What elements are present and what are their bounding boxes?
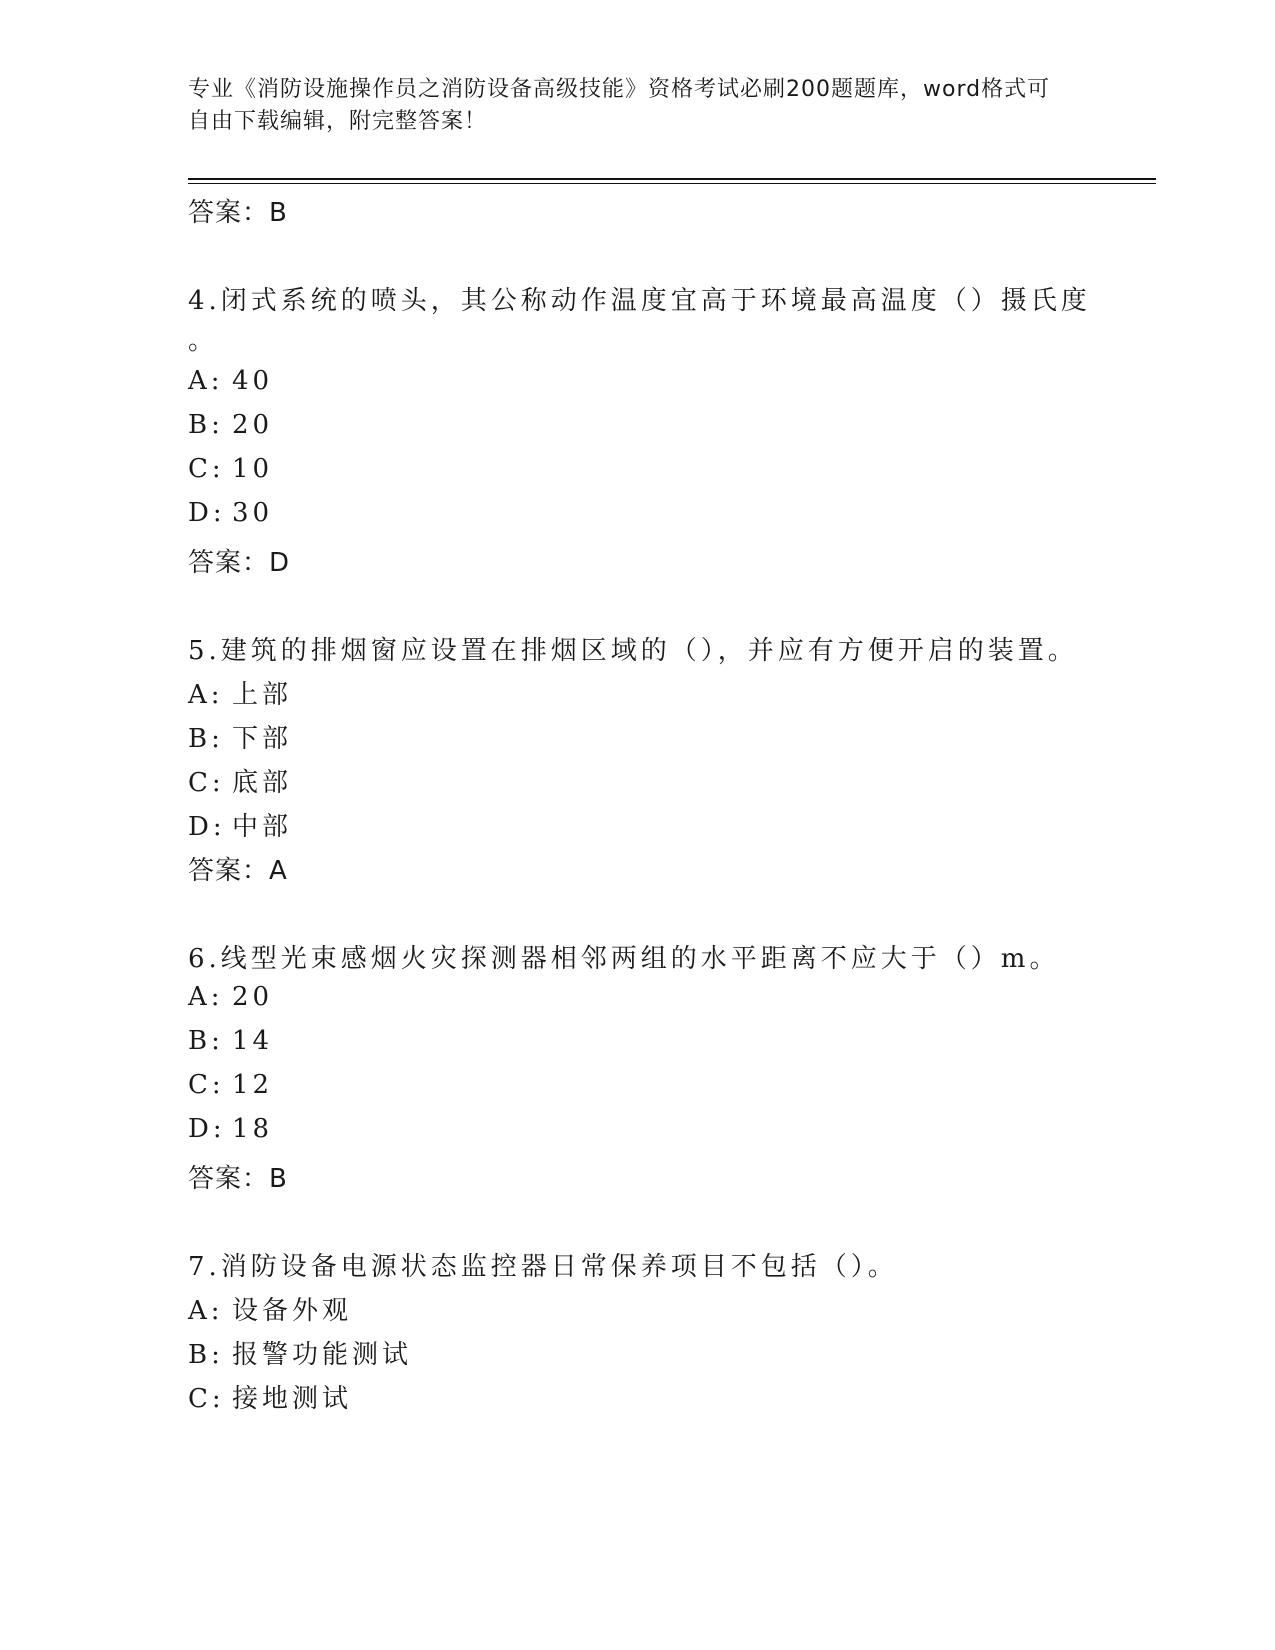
option-letter: C: [188, 1070, 225, 1100]
question-7-option-b [188, 1334, 412, 1371]
question-7-option-c [188, 1378, 352, 1415]
option-letter: A: [188, 680, 224, 710]
option-text: 18 [232, 1114, 274, 1144]
question-5-option-c [188, 762, 292, 799]
option-letter: B: [188, 1026, 224, 1056]
option-text: 40 [232, 366, 274, 396]
option-text: 设备外观 [232, 1296, 353, 1326]
option-text: 20 [232, 982, 274, 1012]
option-letter: B: [188, 410, 224, 440]
option-text: 30 [232, 498, 274, 528]
option-letter: C: [188, 768, 225, 798]
option-letter: A: [188, 982, 224, 1012]
question-5-option-b [188, 718, 292, 755]
option-letter: B: [188, 1340, 224, 1370]
option-letter: C: [188, 1384, 225, 1414]
option-text: 接地测试 [232, 1384, 353, 1414]
question-4-option-b [188, 410, 273, 440]
option-letter: B: [188, 724, 224, 754]
question-6-option-c [188, 1070, 273, 1100]
question-5-answer: 答案：A [188, 856, 288, 886]
question-4-option-d [188, 498, 273, 528]
option-letter: D: [188, 812, 226, 842]
option-text: 底部 [232, 768, 293, 798]
question-4-option-a [188, 366, 273, 396]
document-header: 专业《消防设施操作员之消防设备高级技能》资格考试必刷200题题库，word格式可自由下载编辑，附完整答案！ [188, 77, 1051, 134]
question-5-stem: 5.建筑的排烟窗应设置在排烟区域的（），并应有方便开启的装置。 [188, 636, 1078, 666]
question-4-stem-cont: 。 [188, 326, 219, 356]
option-text: 12 [232, 1070, 274, 1100]
option-letter: C: [188, 454, 225, 484]
option-text: 中部 [232, 812, 293, 842]
question-6-option-d [188, 1114, 273, 1144]
question-7-stem: 7.消防设备电源状态监控器日常保养项目不包括（）。 [188, 1252, 898, 1282]
option-letter: D: [188, 498, 226, 528]
option-letter: D: [188, 1114, 226, 1144]
option-text: 14 [232, 1026, 274, 1056]
answer-previous: 答案：B [188, 198, 288, 228]
question-7-option-a [188, 1290, 352, 1327]
question-4-answer: 答案：D [188, 548, 291, 578]
option-text: 上部 [232, 680, 293, 710]
option-text: 20 [232, 410, 274, 440]
option-letter: A: [188, 366, 224, 396]
question-6-answer: 答案：B [188, 1164, 288, 1194]
option-text: 报警功能测试 [232, 1340, 413, 1370]
question-6-option-b [188, 1026, 273, 1056]
option-text: 10 [232, 454, 274, 484]
header-divider-thin [188, 183, 1156, 184]
header-divider-thick [188, 178, 1156, 180]
question-4-stem: 4.闭式系统的喷头，其公称动作温度宜高于环境最高温度（）摄氏度 [188, 286, 1091, 316]
question-5-option-a [188, 674, 292, 711]
question-6-option-a [188, 982, 273, 1012]
question-6-stem: 6.线型光束感烟火灾探测器相邻两组的水平距离不应大于（）m。 [188, 944, 1060, 974]
question-4-option-c [188, 454, 273, 484]
option-text: 下部 [232, 724, 293, 754]
option-letter: A: [188, 1296, 224, 1326]
question-5-option-d [188, 806, 292, 843]
